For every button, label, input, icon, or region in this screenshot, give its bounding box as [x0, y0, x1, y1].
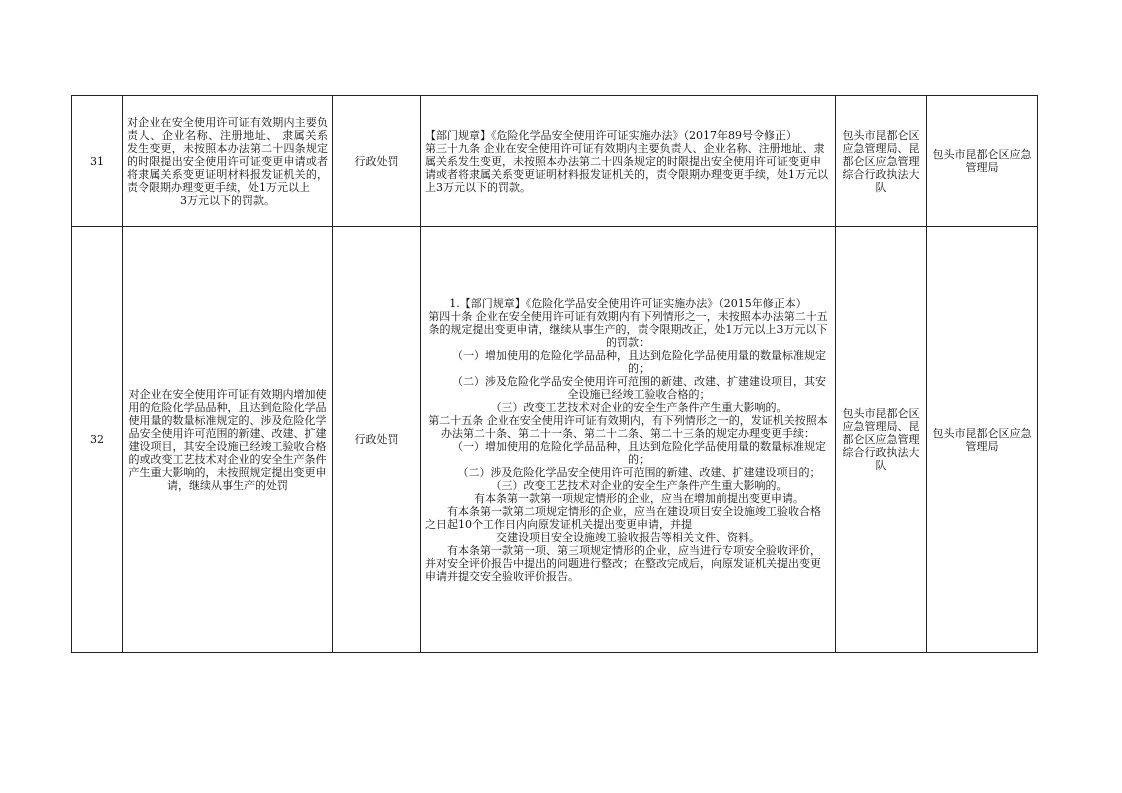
legal-basis — [421, 96, 836, 227]
basis-paragraph: （二）涉及危险化学品安全使用许可范围的新建、改建、扩建建设项目，其安全设施已经竣工验收合格的； — [452, 374, 826, 401]
basis-paragraph: 第二十五条 企业在安全使用许可证有效期内，有下列情形之一的，发证机关按照本办法第二十条、第二十一条、第二十二条、第二十三条的规定办理变更手续： — [428, 413, 828, 440]
enforcement-subject: 包头市昆都仑区应急管理局、昆都仑区应急管理综合行政执法大队 — [836, 227, 927, 653]
row-number: 32 — [72, 227, 123, 653]
basis-paragraph: 有本条第一款第一项规定情形的企业，应当在增加前提出变更申请。 — [474, 491, 804, 505]
table-row — [72, 96, 1038, 227]
basis-paragraph: 有本条第一款第一项、第三项规定情形的企业，应当进行专项安全验收评价，并对安全评价报告中提出的问题进行整改；在整改完成后，向原发证机关提出变更申请并提交安全验收评价报告。 — [425, 543, 821, 583]
basis-paragraph: 第四十条 企业在安全使用许可证有效期内有下列情形之一，未按照本办法第二十五条的规定提出变更申请，继续从事生产的，责令限期改正，处1万元以上3万元以下的罚款： — [428, 309, 828, 349]
basis-paragraph: 有本条第一款第二项规定情形的企业，应当在建设项目安全设施竣工验收合格之日起10个工作日内向原发证机关提出变更申请，并提 — [425, 504, 821, 531]
basis-paragraph: （三）改变工艺技术对企业的安全生产条件产生重大影响的。 — [490, 478, 788, 492]
enforcement-table — [71, 95, 1038, 653]
basis-paragraph: （一）增加使用的危险化学品品种，且达到危险化学品使用量的数量标准规定的； — [452, 348, 826, 375]
item-text: 3万元以下的罚款。 — [180, 193, 275, 207]
item-name — [123, 96, 333, 227]
row-number: 31 — [72, 96, 123, 227]
basis-paragraph: 1.【部门规章】《危险化学品安全使用许可证实施办法》（2015年修正本） — [449, 296, 807, 310]
item-text: 对企业在安全使用许可证有效期内主要负责人、企业名称、注册地址、 隶属关系发生变更，未按照本办法第二十四条规定的时限提出安全使用许可证变更申请或者将隶属关系变更证明材料报发证机关的，责令限期办理变更手续，处1万元以上 — [127, 115, 328, 194]
basis-paragraph: 交建设项目安全设施竣工验收报告等相关文件、资料。 — [496, 530, 760, 544]
basis-paragraph: （二）涉及危险化学品安全使用许可范围的新建、改建、扩建建设项目的； — [457, 465, 821, 479]
basis-paragraph: 【部门规章】《危险化学品安全使用许可证实施办法》（2017年89号令修正） — [425, 128, 797, 142]
basis-paragraph: 第三十九条 企业在安全使用许可证有效期内主要负责人、企业名称、注册地址、隶属关系发生变更，未按照本办法第二十四条规定的时限提出安全使用许可证变更申请或者将隶属关系变更证明材料报发证机关的，责令限期办理变更手续，处1万元以上3万元以下的罚款。 — [425, 141, 828, 194]
responsible-dept: 包头市昆都仑区应急管理局 — [927, 96, 1038, 227]
enforcement-subject: 包头市昆都仑区应急管理局、昆都仑区应急管理综合行政执法大队 — [836, 96, 927, 227]
item-name: 对企业在安全使用许可证有效期内增加使用的危险化学品品种，且达到危险化学品使用量的数量标准规定的、涉及危险化学品安全使用许可范围的新建、改建、扩建建设项目，其安全设施已经竣工验收合格的或改变工艺技术对企业的安全生产条件产生重大影响的，未按照规定提出变更申请，继续从事生产的处罚 — [123, 227, 333, 653]
item-type: 行政处罚 — [333, 227, 421, 653]
basis-paragraph: （三）改变工艺技术对企业的安全生产条件产生重大影响的。 — [490, 400, 788, 414]
responsible-dept: 包头市昆都仑区应急管理局 — [927, 227, 1038, 653]
table-row — [72, 227, 1038, 653]
item-type: 行政处罚 — [333, 96, 421, 227]
legal-basis — [421, 227, 836, 653]
basis-paragraph: （一）增加使用的危险化学品品种，且达到危险化学品使用量的数量标准规定的； — [452, 439, 826, 466]
